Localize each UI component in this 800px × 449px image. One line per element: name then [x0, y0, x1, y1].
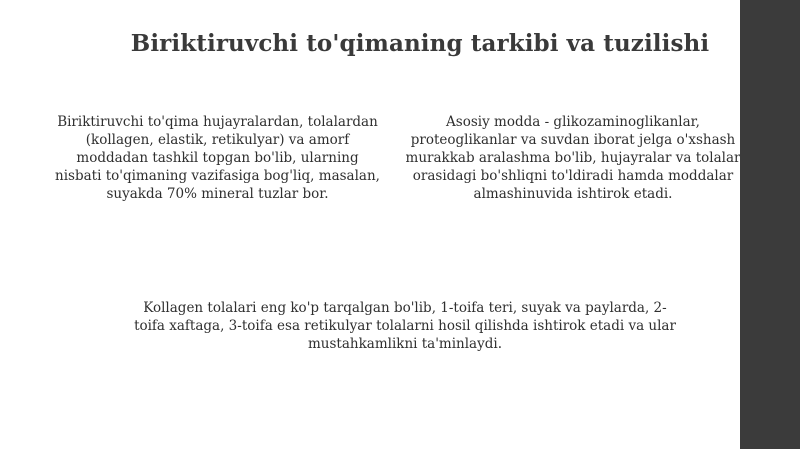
paragraph-left: Biriktiruvchi to'qima hujayralardan, tolalardan (kollagen, elastik, retikulyar) va amorf moddadan tashkil topgan bo'lib, ularning nisbati to'qimaning vazifasiga bog'liq, masalan, suyakda 70% mineral tuzlar bor. [55, 114, 380, 202]
side-bar [740, 0, 800, 449]
slide-title: Biriktiruvchi to'qimaning tarkibi va tuzilishi [130, 30, 710, 57]
paragraph-right: Asosiy modda - glikozaminoglikanlar, proteoglikanlar va suvdan iborat jelga o'xshash murakkab aralashma bo'lib, hujayralar va tolalar orasidagi bo'shliqni to'ldiradi hamda moddalar almashinuvida ishtirok etadi. [405, 114, 741, 202]
paragraph-bottom: Kollagen tolalari eng ko'p tarqalgan bo'lib, 1-toifa teri, suyak va paylarda, 2-toifa xaftaga, 3-toifa esa retikulyar tolalarni hosil qilishda ishtirok etadi va ular mustahkamlikni ta'minlaydi. [134, 300, 676, 352]
